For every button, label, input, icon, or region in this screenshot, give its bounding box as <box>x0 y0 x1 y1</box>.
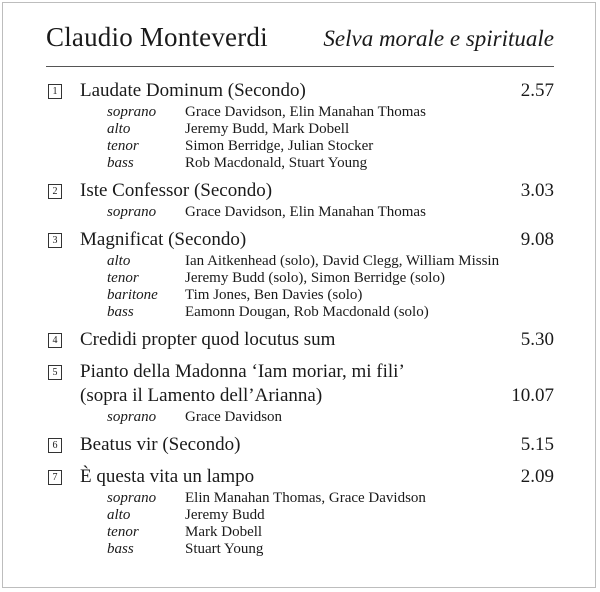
voice-part: bass <box>107 304 134 320</box>
track-number: 7 <box>48 470 62 485</box>
track-duration: 3.03 <box>520 180 554 201</box>
track-number: 2 <box>48 184 62 199</box>
performer-names: Jeremy Budd <box>185 507 265 523</box>
track-number: 3 <box>48 233 62 248</box>
performer-names: Mark Dobell <box>185 524 263 540</box>
performer-row <box>46 253 554 270</box>
track-title: È questa vita un lampo <box>80 466 255 487</box>
track-duration: 2.09 <box>520 466 554 487</box>
performer-row <box>46 204 554 221</box>
track-duration: 2.57 <box>520 80 554 101</box>
voice-part: bass <box>107 541 134 557</box>
track-title-line <box>46 180 554 204</box>
performer-row <box>46 155 554 172</box>
voice-part: alto <box>107 121 131 137</box>
page-header <box>46 22 554 67</box>
track-title: Credidi propter quod locutus sum <box>80 329 336 350</box>
track-duration: 9.08 <box>520 229 554 250</box>
voice-part: soprano <box>107 409 157 425</box>
voice-part: tenor <box>107 270 139 286</box>
performer-row <box>46 507 554 524</box>
voice-part: soprano <box>107 204 157 220</box>
track-title-line <box>46 385 554 409</box>
track-title-line <box>46 434 554 458</box>
performer-row <box>46 270 554 287</box>
performer-names: Simon Berridge, Julian Stocker <box>185 138 374 154</box>
track-1 <box>46 80 554 172</box>
performer-names: Grace Davidson, Elin Manahan Thomas <box>185 204 426 220</box>
track-title: Magnificat (Secondo) <box>80 229 247 250</box>
track-5 <box>46 361 554 426</box>
performer-row <box>46 121 554 138</box>
track-duration: 5.30 <box>520 329 554 350</box>
track-number: 4 <box>48 333 62 348</box>
track-duration: 5.15 <box>520 434 554 455</box>
track-title: Pianto della Madonna ‘Iam moriar, mi fili’ <box>80 361 405 382</box>
track-number: 5 <box>48 365 62 380</box>
track-7 <box>46 466 554 558</box>
track-4 <box>46 329 554 353</box>
track-3 <box>46 229 554 321</box>
performer-row <box>46 490 554 507</box>
performer-row <box>46 541 554 558</box>
performer-names: Jeremy Budd, Mark Dobell <box>185 121 350 137</box>
track-duration: 10.07 <box>511 385 554 406</box>
performer-names: Eamonn Dougan, Rob Macdonald (solo) <box>185 304 429 320</box>
voice-part: alto <box>107 253 131 269</box>
performer-names: Grace Davidson <box>185 409 283 425</box>
voice-part: bass <box>107 155 134 171</box>
track-title: Beatus vir (Secondo) <box>80 434 241 455</box>
performer-row <box>46 409 554 426</box>
track-title-line <box>46 80 554 104</box>
track-title: Iste Confessor (Secondo) <box>80 180 273 201</box>
voice-part: tenor <box>107 138 139 154</box>
performer-row <box>46 287 554 304</box>
track-title-line <box>46 466 554 490</box>
voice-part: alto <box>107 507 131 523</box>
performer-names: Rob Macdonald, Stuart Young <box>185 155 368 171</box>
track-2 <box>46 180 554 221</box>
track-number: 6 <box>48 438 62 453</box>
track-title-line <box>46 329 554 353</box>
composer-name: Claudio Monteverdi <box>46 22 268 52</box>
track-list <box>46 80 554 566</box>
voice-part: soprano <box>107 490 157 506</box>
performer-row <box>46 104 554 121</box>
performer-names: Stuart Young <box>185 541 264 557</box>
voice-part: soprano <box>107 104 157 120</box>
track-title: (sopra il Lamento dell’Arianna) <box>80 385 323 406</box>
performer-names: Jeremy Budd (solo), Simon Berridge (solo) <box>185 270 445 286</box>
voice-part: baritone <box>107 287 158 303</box>
performer-row <box>46 524 554 541</box>
performer-names: Grace Davidson, Elin Manahan Thomas <box>185 104 426 120</box>
performer-row <box>46 304 554 321</box>
track-title-line <box>46 361 554 385</box>
track-title-line <box>46 229 554 253</box>
track-6 <box>46 434 554 458</box>
voice-part: tenor <box>107 524 139 540</box>
performer-names: Tim Jones, Ben Davies (solo) <box>185 287 363 303</box>
performer-row <box>46 138 554 155</box>
track-number: 1 <box>48 84 62 99</box>
work-title: Selva morale e spirituale <box>323 26 554 51</box>
track-title: Laudate Dominum (Secondo) <box>80 80 306 101</box>
performer-names: Elin Manahan Thomas, Grace Davidson <box>185 490 426 506</box>
performer-names: Ian Aitkenhead (solo), David Clegg, William Missin <box>185 253 500 269</box>
